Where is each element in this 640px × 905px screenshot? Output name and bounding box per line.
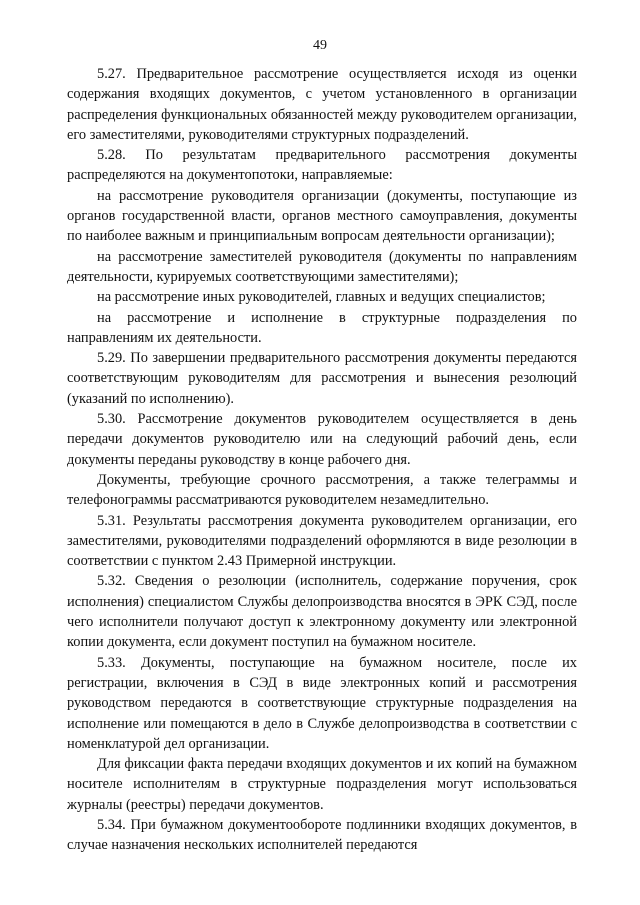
document-text-body (67, 64, 577, 856)
paragraph-transfer-journals: Для фиксации факта передачи входящих документов и их копий на бумажном носителе исполнителям в структурные подразделения могут использоваться журналы (реестры) передачи документов. (67, 756, 577, 813)
list-item-other-managers: на рассмотрение иных руководителей, главных и ведущих специалистов; (97, 289, 546, 306)
paragraph-5-27: 5.27. Предварительное рассмотрение осуществляется исходя из оценки содержания входящих документов, с учетом установленного в организации распределения функциональных обязанностей между руководителем организации, его заместителями, руководителями структурных подразделений. (67, 66, 577, 143)
page-number: 49 (313, 38, 327, 53)
list-item-deputies: на рассмотрение заместителей руководителя (документы по направлениям деятельности, курируемых соответствующими заместителями); (67, 248, 577, 285)
list-item-head-of-organization: на рассмотрение руководителя организации (документы, поступающие из органов государственной власти, органов местного самоуправления, документы по наиболее важным и принципиальным вопросам деятельности организации); (67, 187, 577, 245)
paragraph-5-34: 5.34. При бумажном документообороте подлинники входящих документов, в случае назначения нескольких исполнителей передаются (67, 816, 577, 854)
paragraph-urgent-documents: Документы, требующие срочного рассмотрения, а также телеграммы и телефонограммы рассматриваются руководителем незамедлительно. (67, 471, 577, 509)
paragraph-5-30: 5.30. Рассмотрение документов руководителем осуществляется в день передачи документов руководителю или на следующий рабочий день, если документы переданы руководству в конце рабочего дня. (67, 411, 577, 468)
paragraph-5-31: 5.31. Результаты рассмотрения документа руководителем организации, его заместителями, руководителями подразделений оформляются в виде резолюции в соответствии с пунктом 2.43 Примерной инструкции. (67, 512, 577, 570)
paragraph-5-33: 5.33. Документы, поступающие на бумажном носителе, после их регистрации, включения в СЭД в виде электронных копий и рассмотрения руководством передаются в соответствующие структурные подразделения на исполнение или помещаются в дело в Службе делопроизводства в соответствии с номенклатурой дел организации. (67, 654, 577, 752)
paragraph-5-29: 5.29. По завершении предварительного рассмотрения документы передаются соответствующим руководителям для рассмотрения и вынесения резолюций (указаний по исполнению). (67, 350, 577, 407)
paragraph-5-28: 5.28. По результатам предварительного рассмотрения документы распределяются на документопотоки, направляемые: (67, 147, 577, 184)
list-item-structural-units: на рассмотрение и исполнение в структурные подразделения по направлениям их деятельности. (67, 309, 577, 346)
paragraph-5-32: 5.32. Сведения о резолюции (исполнитель, содержание поручения, срок исполнения) специалистом Службы делопроизводства вносятся в ЭРК СЭД, после чего исполнители получают доступ к электронному документу или электронной копии документа, если документ поступил на бумажном носителе. (67, 573, 577, 651)
